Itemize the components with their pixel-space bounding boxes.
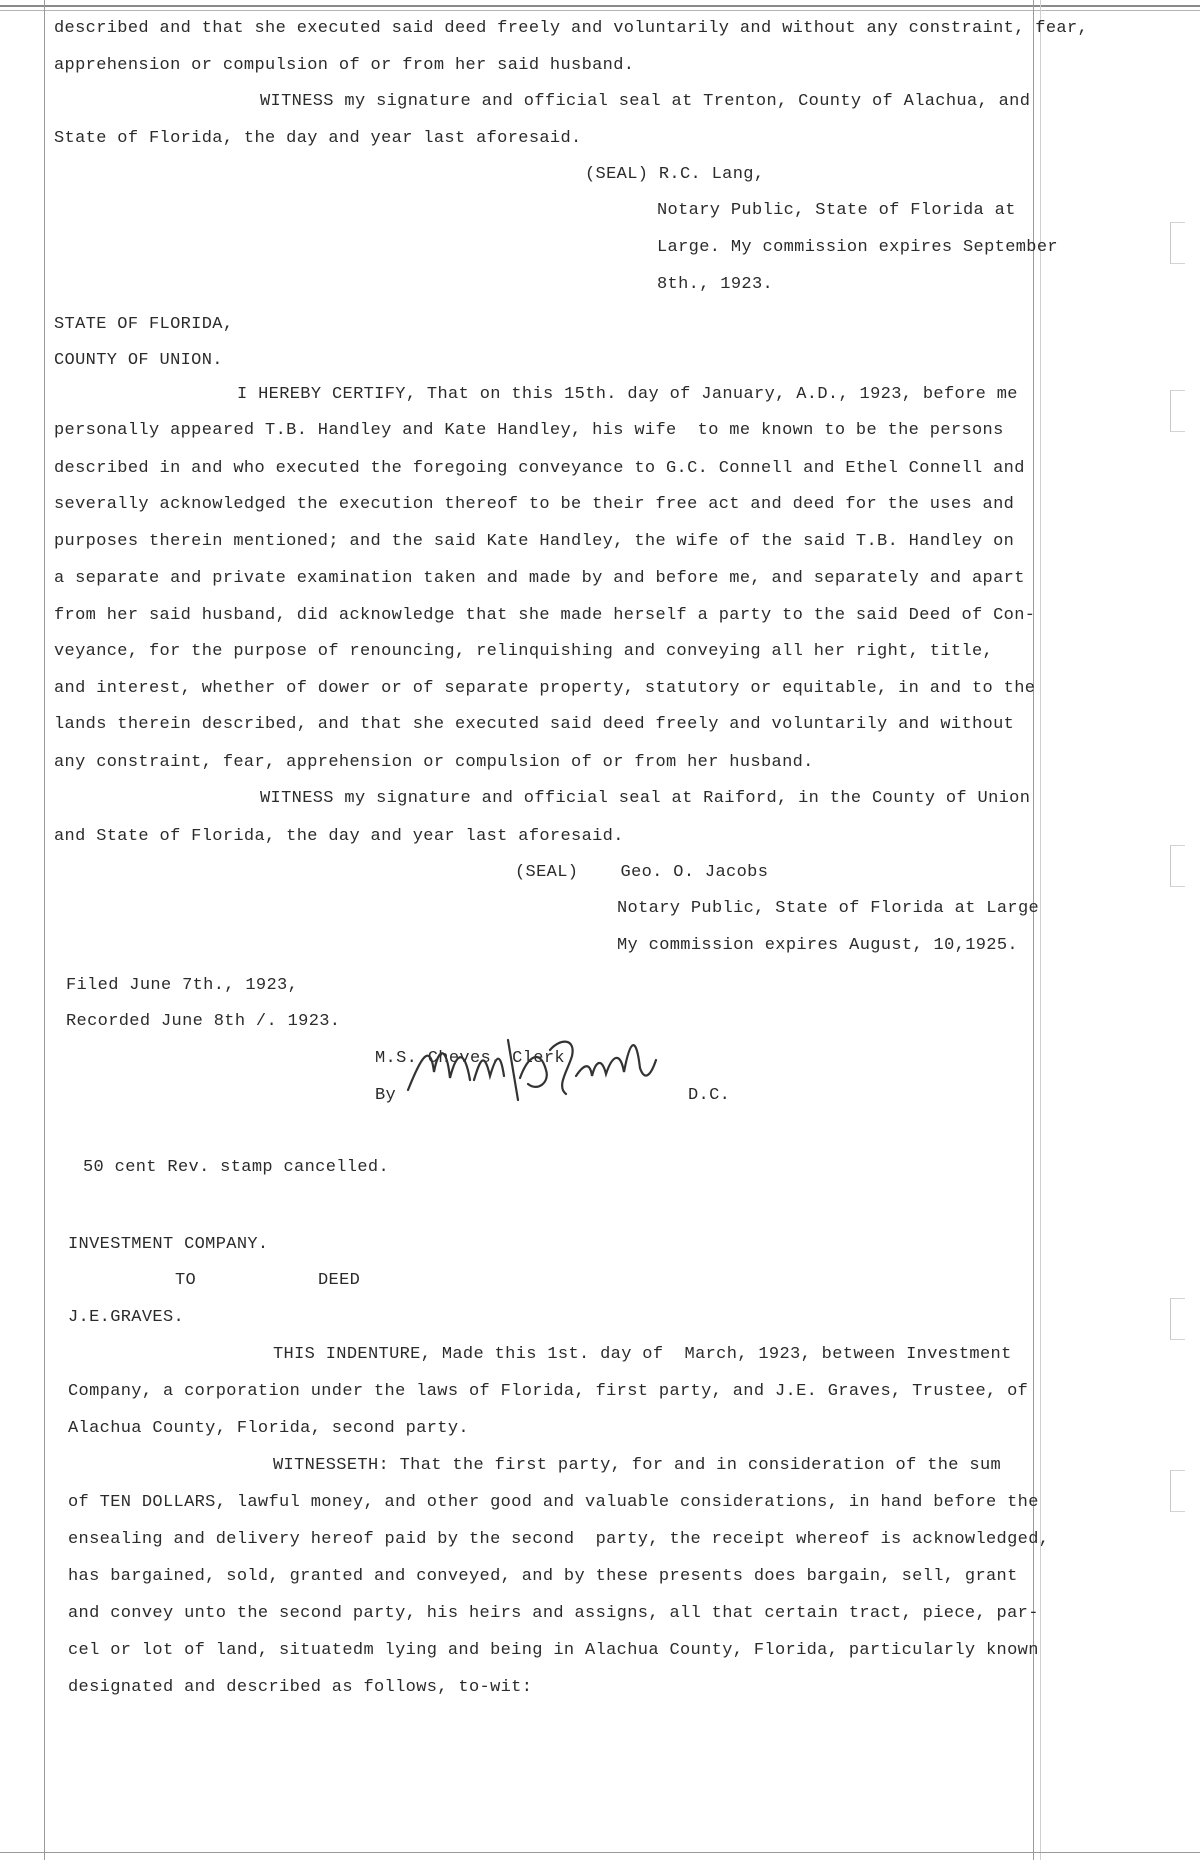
grantee-heading: J.E.GRAVES. <box>68 1308 185 1327</box>
deputy-clerk-label: D.C. <box>688 1086 731 1105</box>
handwritten-signature <box>400 1020 660 1110</box>
right-margin-rule <box>1033 0 1034 1860</box>
top-rule <box>0 5 1200 7</box>
left-margin-rule <box>44 0 45 1860</box>
text-line: I HEREBY CERTIFY, That on this 15th. day of January, A.D., 1923, before me <box>237 385 1018 404</box>
text-line: apprehension or compulsion of or from her said husband. <box>54 56 635 75</box>
deed-label: DEED <box>318 1271 361 1290</box>
notary-title: Notary Public, State of Florida at Large <box>617 899 1040 918</box>
notary-commission: My commission expires August, 10,1925. <box>617 936 1018 955</box>
recorded-date: Recorded June 8th /. 1923. <box>66 1012 341 1031</box>
top-rule-secondary <box>0 10 1200 11</box>
text-line: a separate and private examination taken and made by and before me, and separately and apart <box>54 569 1025 588</box>
notary-commission: Large. My commission expires September <box>657 238 1058 257</box>
text-line: severally acknowledged the execution thereof to be their free act and deed for the uses and <box>54 495 1015 514</box>
text-line: from her said husband, did acknowledge that she made herself a party to the said Deed of Con- <box>54 606 1036 625</box>
notary-seal-signature: (SEAL) R.C. Lang, <box>585 165 765 184</box>
county-heading: COUNTY OF UNION. <box>54 351 223 370</box>
revenue-stamp-note: 50 cent Rev. stamp cancelled. <box>83 1158 389 1177</box>
text-line: designated and described as follows, to-wit: <box>68 1678 533 1697</box>
by-label: By <box>375 1086 397 1105</box>
bottom-rule <box>0 1852 1200 1853</box>
text-line: and State of Florida, the day and year last aforesaid. <box>54 827 624 846</box>
text-line: veyance, for the purpose of renouncing, relinquishing and conveying all her right, title, <box>54 642 994 661</box>
margin-mark <box>1170 1470 1185 1512</box>
right-margin-rule-secondary <box>1040 0 1041 1860</box>
text-line: described in and who executed the foregoing conveyance to G.C. Connell and Ethel Connell and <box>54 459 1025 478</box>
margin-mark <box>1170 390 1185 432</box>
margin-mark <box>1170 1298 1185 1340</box>
filed-date: Filed June 7th., 1923, <box>66 976 299 995</box>
text-line: of TEN DOLLARS, lawful money, and other good and valuable considerations, in hand before the <box>68 1493 1039 1512</box>
notary-commission-date: 8th., 1923. <box>657 275 774 294</box>
text-line: and convey unto the second party, his heirs and assigns, all that certain tract, piece, par- <box>68 1604 1039 1623</box>
text-line: WITNESSETH: That the first party, for and in consideration of the sum <box>273 1456 1002 1475</box>
text-line: WITNESS my signature and official seal at Trenton, County of Alachua, and <box>260 92 1031 111</box>
text-line: State of Florida, the day and year last aforesaid. <box>54 129 582 148</box>
margin-mark <box>1170 845 1185 887</box>
margin-mark <box>1170 222 1185 264</box>
text-line: personally appeared T.B. Handley and Kate Handley, his wife to me known to be the persons <box>54 421 1004 440</box>
text-line: and interest, whether of dower or of separate property, statutory or equitable, in and to the <box>54 679 1036 698</box>
state-heading: STATE OF FLORIDA, <box>54 315 234 334</box>
clerk-name: M.S. Cheves, Clerk <box>375 1049 565 1068</box>
text-line: described and that she executed said deed freely and voluntarily and without any constraint, fear, <box>54 19 1089 38</box>
text-line: any constraint, fear, apprehension or compulsion of or from her husband. <box>54 753 814 772</box>
to-label: TO <box>175 1271 197 1290</box>
notary-seal-signature: (SEAL) Geo. O. Jacobs <box>515 863 769 882</box>
text-line: Company, a corporation under the laws of Florida, first party, and J.E. Graves, Trustee, of <box>68 1382 1029 1401</box>
text-line: THIS INDENTURE, Made this 1st. day of March, 1923, between Investment <box>273 1345 1012 1364</box>
text-line: cel or lot of land, situatedm lying and being in Alachua County, Florida, particularly known <box>68 1641 1039 1660</box>
text-line: WITNESS my signature and official seal at Raiford, in the County of Union <box>260 789 1031 808</box>
text-line: ensealing and delivery hereof paid by the second party, the receipt whereof is acknowledged, <box>68 1530 1050 1549</box>
text-line: purposes therein mentioned; and the said Kate Handley, the wife of the said T.B. Handley on <box>54 532 1015 551</box>
grantor-heading: INVESTMENT COMPANY. <box>68 1235 269 1254</box>
text-line: Alachua County, Florida, second party. <box>68 1419 469 1438</box>
text-line: lands therein described, and that she executed said deed freely and voluntarily and without <box>54 715 1015 734</box>
text-line: has bargained, sold, granted and conveyed, and by these presents does bargain, sell, grant <box>68 1567 1018 1586</box>
notary-title: Notary Public, State of Florida at <box>657 201 1016 220</box>
